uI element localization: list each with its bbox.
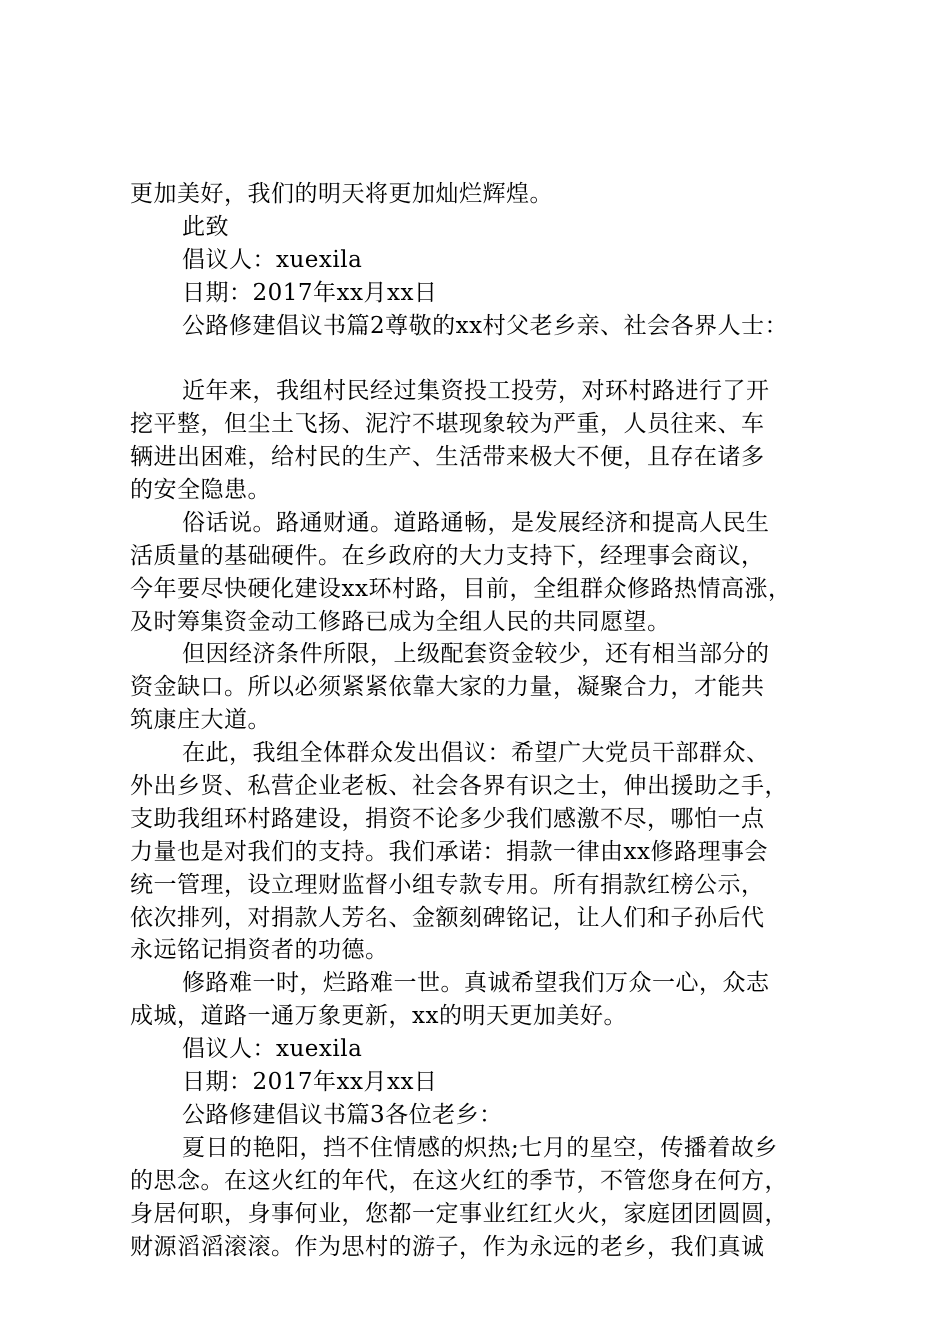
text-line: 此致: [182, 213, 229, 240]
text-line: 筑康庄大道。: [130, 707, 271, 734]
paragraph-p1: [130, 375, 850, 507]
text-line: 修路难一时，烂路难一世。真诚希望我们万众一心，众志: [182, 970, 770, 997]
paragraph-spacer: [130, 342, 850, 375]
text-line: 外出乡贤、私营企业老板、社会各界有识之士，伸出援助之手，: [130, 773, 788, 800]
text-line: 在此，我组全体群众发出倡议：希望广大党员干部群众、: [182, 740, 770, 767]
text-line: 辆进出困难，给村民的生产、生活带来极大不便，且存在诸多: [130, 444, 765, 471]
text-line: 但因经济条件所限，上级配套资金较少，还有相当部分的: [182, 641, 770, 668]
text-line: 公路修建倡议书篇3各位老乡：: [182, 1101, 503, 1128]
text-line: 挖平整，但尘土飞扬、泥泞不堪现象较为严重，人员往来、车: [130, 411, 765, 438]
text-line: 近年来，我组村民经过集资投工投劳，对环村路进行了开: [182, 378, 770, 405]
text-line: 身居何职，身事何业，您都一定事业红红火火，家庭团团圆圆，: [130, 1200, 788, 1227]
text-line: 成城，道路一通万象更新，xx的明天更加美好。: [130, 1003, 627, 1030]
text-line: 今年要尽快硬化建设xx环村路，目前，全组群众修路热情高涨，: [130, 575, 792, 602]
text-line: 公路修建倡议书篇2尊敬的xx村父老乡亲、社会各界人士：: [182, 312, 789, 339]
text-line: 倡议人：xuexila: [182, 246, 363, 273]
paragraph-sign2: [130, 1033, 850, 1132]
text-line: 资金缺口。所以必须紧紧依靠大家的力量，凝聚合力，才能共: [130, 674, 765, 701]
text-line: 日期：2017年xx月xx日: [182, 279, 438, 306]
text-line: 财源滔滔滚滚。作为思村的游子，作为永远的老乡，我们真诚: [130, 1233, 765, 1260]
paragraph-closing: [130, 178, 850, 342]
text-line: 俗话说。路通财通。道路通畅，是发展经济和提高人民生: [182, 509, 770, 536]
text-line: 力量也是对我们的支持。我们承诺：捐款一律由xx修路理事会: [130, 838, 768, 865]
paragraph-p6: [130, 1132, 850, 1264]
paragraph-p4: [130, 737, 850, 967]
text-line: 依次排列，对捐款人芳名、金额刻碑铭记，让人们和子孙后代: [130, 904, 765, 931]
text-line: 的思念。在这火红的年代，在这火红的季节，不管您身在何方，: [130, 1167, 788, 1194]
text-line: 活质量的基础硬件。在乡政府的大力支持下，经理事会商议，: [130, 542, 765, 569]
text-line: 倡议人：xuexila: [182, 1036, 363, 1063]
text-line: 统一管理，设立理财监督小组专款专用。所有捐款红榜公示，: [130, 871, 765, 898]
text-line: 更加美好，我们的明天将更加灿烂辉煌。: [130, 181, 553, 207]
text-line: 夏日的艳阳，挡不住情感的炽热;七月的星空，传播着故乡: [182, 1134, 778, 1161]
paragraph-p2: [130, 507, 850, 639]
text-line: 永远铭记捐资者的功德。: [130, 937, 389, 964]
paragraph-p3: [130, 638, 850, 737]
text-line: 日期：2017年xx月xx日: [182, 1069, 438, 1096]
document-body: [130, 178, 850, 1263]
paragraph-p5: [130, 967, 850, 1033]
text-line: 支助我组环村路建设，捐资不论多少我们感激不尽，哪怕一点: [130, 805, 765, 832]
text-line: 的安全隐患。: [130, 477, 271, 504]
text-line: 及时筹集资金动工修路已成为全组人民的共同愿望。: [130, 608, 671, 635]
